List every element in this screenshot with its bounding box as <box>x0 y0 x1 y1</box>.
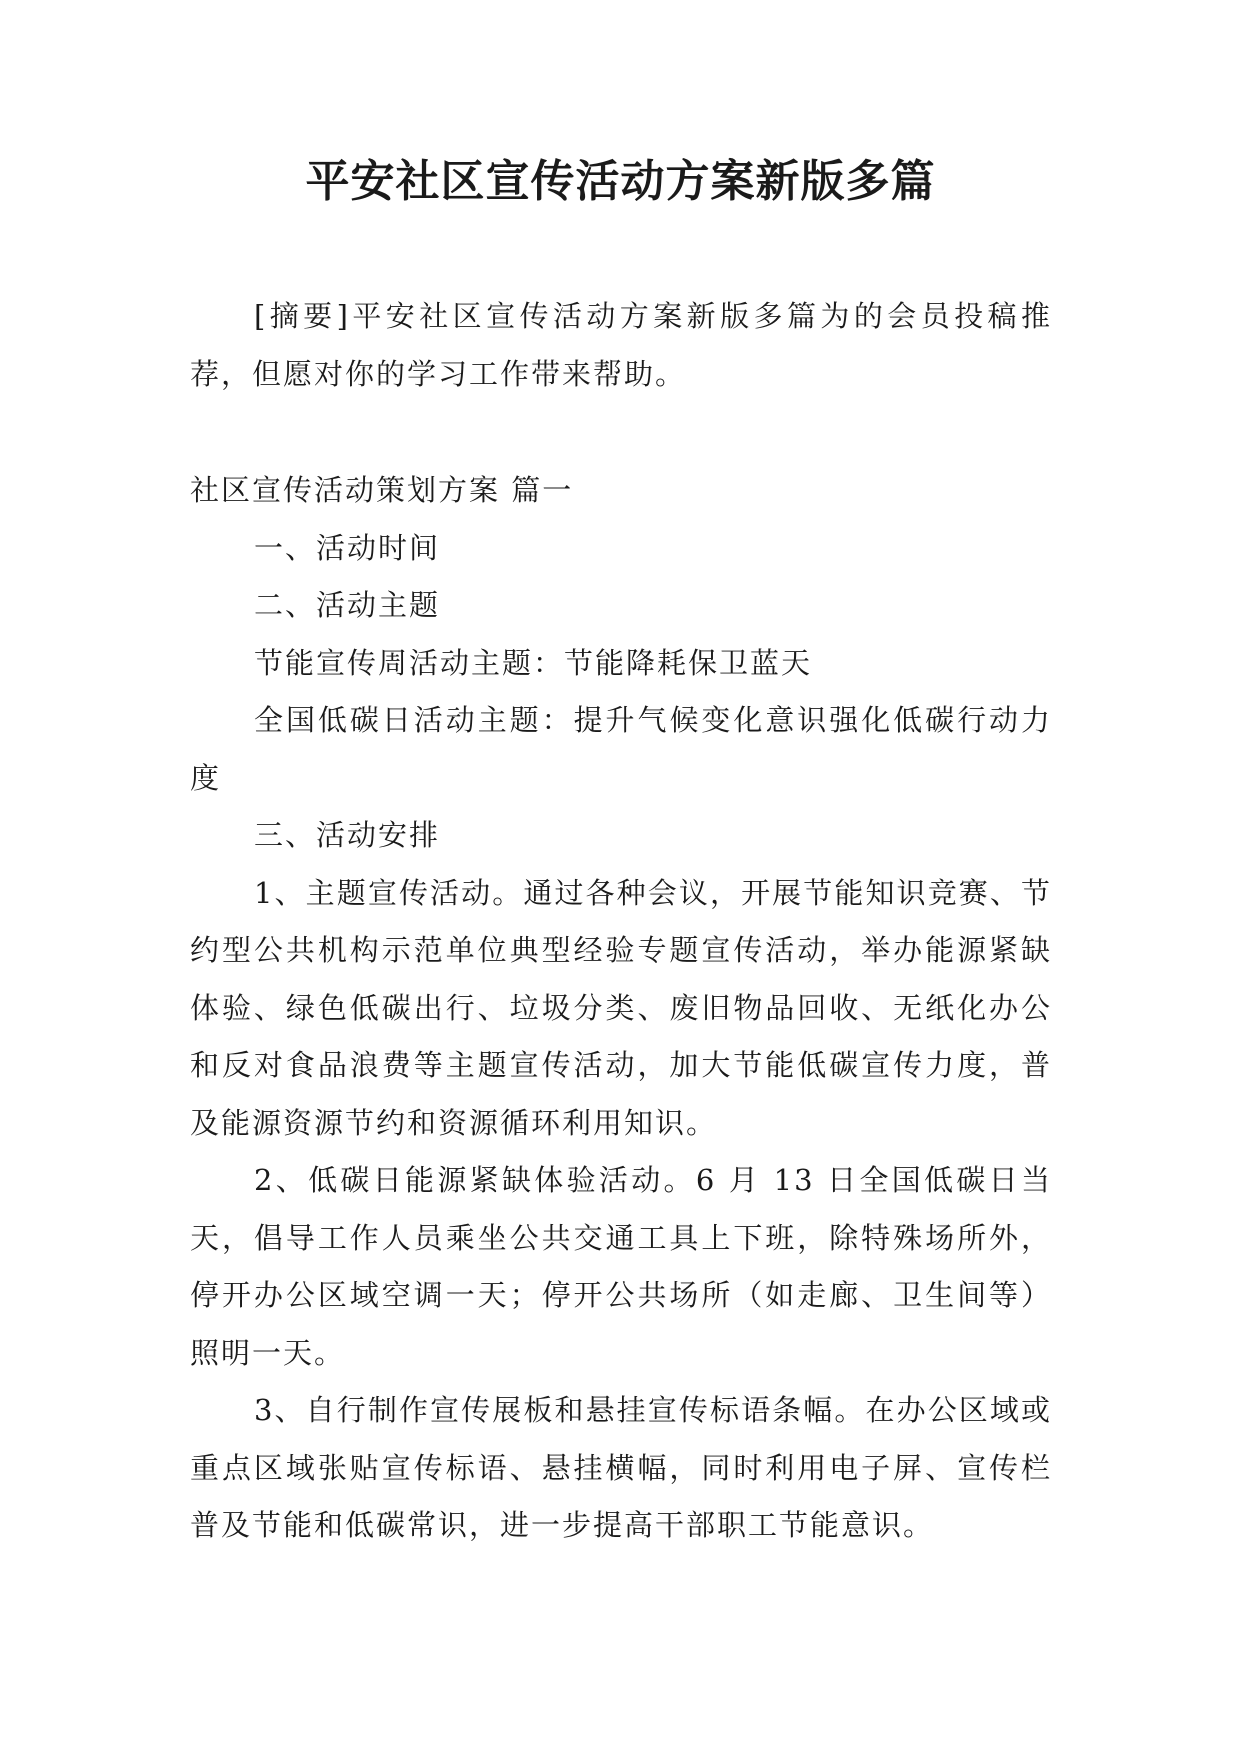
paragraph-item-3: 3、自行制作宣传展板和悬挂宣传标语条幅。在办公区域或重点区域张贴宣传标语、悬挂横幅，同时利用电子屏、宣传栏普及节能和低碳常识，进一步提高干部职工节能意识。 <box>190 1393 1052 1542</box>
paragraph-activity-theme: 二、活动主题 <box>254 588 441 622</box>
abstract-block <box>190 288 1052 403</box>
document-title: 平安社区宣传活动方案新版多篇 <box>305 156 936 207</box>
section-heading: 社区宣传活动策划方案 篇一 <box>190 473 574 507</box>
paragraph-item-2: 2、低碳日能源紧缺体验活动。6 月 13 日全国低碳日当天，倡导工作人员乘坐公共交通工具上下班，除特殊场所外，停开办公区域空调一天；停开公共场所（如走廊、卫生间等）照明一天。 <box>190 1163 1052 1370</box>
paragraph-item-1: 1、主题宣传活动。通过各种会议，开展节能知识竞赛、节约型公共机构示范单位典型经验专题宣传活动，举办能源紧缺体验、绿色低碳出行、垃圾分类、废旧物品回收、无纸化办公和反对食品浪费等主题宣传活动，加大节能低碳宣传力度，普及能源资源节约和资源循环利用知识。 <box>190 875 1052 1140</box>
abstract-text: [摘要]平安社区宣传活动方案新版多篇为的会员投稿推荐，但愿对你的学习工作带来帮助。 <box>190 299 1052 391</box>
paragraph-activity-arrangement: 三、活动安排 <box>254 818 441 852</box>
article-body <box>190 462 1052 1555</box>
paragraph-activity-time: 一、活动时间 <box>254 530 441 565</box>
paragraph-energy-week-theme: 节能宣传周活动主题：节能降耗保卫蓝天 <box>254 645 813 680</box>
paragraph-low-carbon-day-theme: 全国低碳日活动主题：提升气候变化意识强化低碳行动力度 <box>190 703 1052 795</box>
